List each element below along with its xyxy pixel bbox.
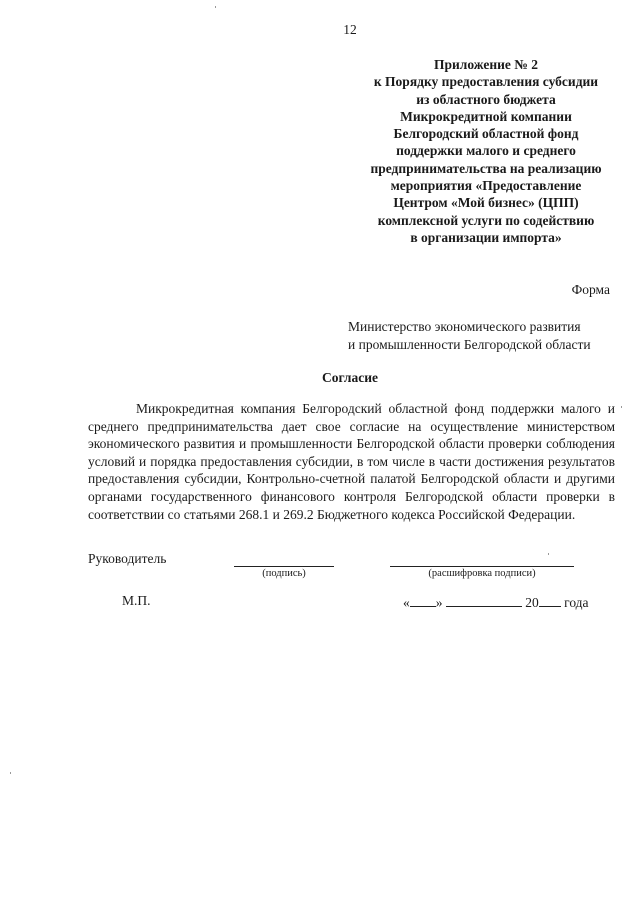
signature-decode-caption: (расшифровка подписи) (428, 568, 536, 579)
form-label: Форма (571, 282, 610, 297)
year-suffix: года (564, 595, 589, 610)
year-blank (539, 593, 561, 607)
appendix-line: к Порядку предоставления субсидии (373, 74, 599, 90)
consent-body-text: Микрокредитная компания Белгородский областной фонд поддержки малого и среднего предпринимательства дает свое согласие на осуществление министерством экономического развития и промышленности Белгородской области проверки соблюдения условий и порядка предоставления субсидии, в том числе в части достижения результатов предоставления субсидии, Контрольно-счетной палатой Белгородской области и другими органами государственного финансового контроля Белгородской области проверки в соответствии со статьями 268.1 и 269.2 Бюджетного кодекса Российской Федерации. (88, 401, 615, 522)
recipient-line: Министерство экономического развития (348, 319, 581, 334)
year-prefix: 20 (525, 595, 539, 610)
scan-speck (621, 406, 622, 408)
appendix-line: Центром «Мой бизнес» (ЦПП) (393, 195, 579, 211)
signature-decode-line (390, 566, 574, 567)
appendix-line: Белгородский областной фонд (393, 126, 579, 142)
scan-speck (215, 6, 216, 8)
recipient-block (348, 318, 591, 353)
signature-line (234, 566, 334, 567)
date-line (403, 593, 589, 611)
appendix-line: Приложение № 2 (434, 57, 538, 72)
appendix-line: Микрокредитной компании (400, 108, 572, 124)
day-blank (410, 593, 436, 607)
date-close-quote: » (435, 595, 443, 610)
recipient-line: и промышленности Белгородской области (348, 336, 591, 352)
date-open-quote: « (403, 595, 410, 610)
scan-speck (10, 772, 11, 774)
appendix-line: из областного бюджета (416, 91, 556, 107)
appendix-line: поддержки малого и среднего (396, 143, 576, 159)
appendix-line: мероприятия «Предоставление (390, 178, 582, 194)
appendix-header (355, 56, 617, 246)
appendix-line: комплексной услуги по содействию (377, 212, 595, 228)
appendix-line: в организации импорта» (410, 229, 562, 245)
page-number: 12 (343, 22, 357, 37)
stamp-place: М.П. (122, 593, 151, 608)
signatory-role: Руководитель (88, 551, 167, 566)
scan-speck (548, 553, 549, 555)
appendix-line: предпринимательства на реализацию (370, 160, 602, 176)
signature-caption: (подпись) (262, 568, 306, 579)
month-blank (446, 593, 522, 607)
document-title: Согласие (321, 370, 379, 385)
